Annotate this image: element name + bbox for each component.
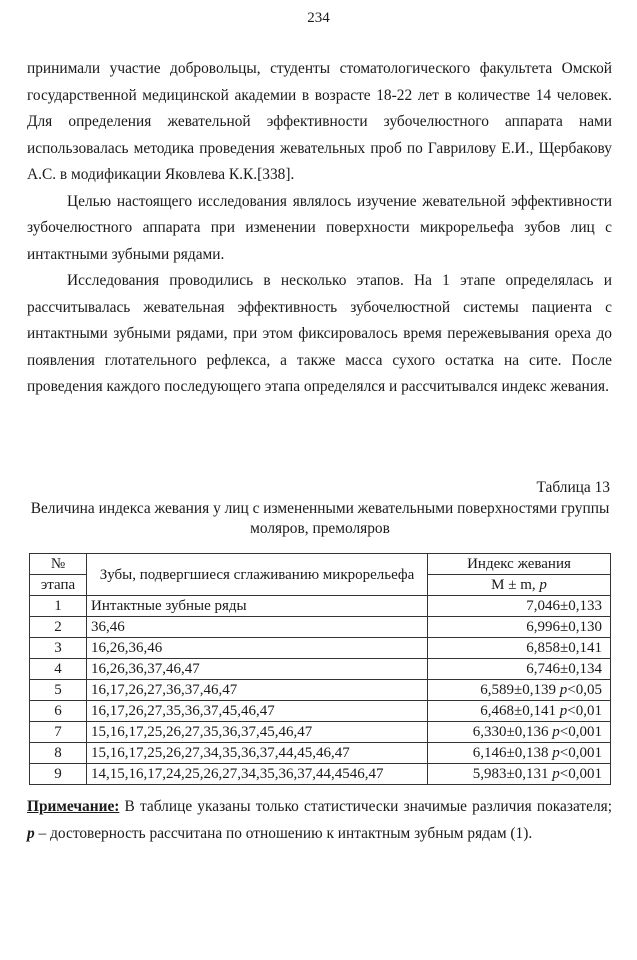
table-note [27,794,612,847]
stage-number: 4 [30,659,87,680]
stage-number: 6 [30,701,87,722]
teeth-list: 16,17,26,27,36,37,46,47 [87,680,428,701]
table-title: Величина индекса жевания у лиц с измененными жевательными поверхностями группы моляров, премоляров [30,500,610,537]
paragraph-1: принимали участие добровольцы, студенты стоматологического факультета Омской государственной медицинской академии в возрасте 18-22 лет в количестве 14 человек. Для определения жевательной эффективности зубочелюстного аппарата нами использовалась методика проведения жевательных проб по Гаврилову Е.И., Щербакову А.С. в модификации Яковлева К.К.[338]. [27,60,612,183]
stage-number: 1 [30,596,87,617]
chewing-index-value [428,743,611,764]
stage-number: 5 [30,680,87,701]
header-index: Индекс жевания [428,554,611,575]
teeth-list: 14,15,16,17,24,25,26,27,34,35,36,37,44,4546,47 [87,764,428,785]
chewing-index-table [29,553,611,785]
chewing-index-value [428,680,611,701]
p-value: <0,001 [559,724,602,740]
index-mean: 6,330±0,136 [472,724,553,740]
teeth-list: 16,26,36,46 [87,638,428,659]
teeth-list: 36,46 [87,617,428,638]
chewing-index-value [428,617,611,638]
table-row [30,638,611,659]
header-teeth: Зубы, подвергшиеся сглаживанию микрорельефа [87,554,428,596]
table-row [30,701,611,722]
p-value: <0,001 [559,745,602,761]
p-symbol: p [559,682,568,698]
chewing-index-value [428,638,611,659]
note-label: Примечание: [27,798,120,815]
chewing-index-value [428,596,611,617]
table-row [30,722,611,743]
header-stage-label: этапа [30,575,87,596]
chewing-index-value [428,722,611,743]
chewing-index-value [428,701,611,722]
index-mean: 6,146±0,138 [472,745,553,761]
stage-number: 7 [30,722,87,743]
page-number: 234 [307,10,330,26]
table-header-row-1 [30,554,611,575]
note-text-2: – достоверность рассчитана по отношению к интактным зубным рядам (1). [34,824,533,842]
table-row [30,680,611,701]
chewing-index-value [428,764,611,785]
p-symbol: p [552,766,560,782]
teeth-list: 16,17,26,27,35,36,37,45,46,47 [87,701,428,722]
table-row [30,764,611,785]
p-symbol: p [552,724,560,740]
index-mean: 6,589±0,139 [480,682,560,698]
index-mean: 7,046±0,133 [526,598,602,614]
p-value: <0,05 [567,682,602,698]
stage-number: 3 [30,638,87,659]
index-mean: 6,996±0,130 [526,619,602,635]
body-text [27,56,612,401]
index-mean: 6,746±0,134 [526,661,602,677]
header-formula-prefix: M ± m, [491,577,540,593]
index-mean: 6,858±0,141 [526,640,602,656]
stage-number: 2 [30,617,87,638]
stage-number: 9 [30,764,87,785]
p-symbol: p [552,745,560,761]
table-number: Таблица 13 [536,479,610,496]
teeth-list: 15,16,17,25,26,27,35,36,37,45,46,47 [87,722,428,743]
table-row [30,659,611,680]
p-symbol: p [559,703,568,719]
index-mean: 5,983±0,131 [472,766,553,782]
table-row [30,617,611,638]
p-value: <0,001 [559,766,602,782]
paragraph-3: Исследования проводились в несколько этапов. На 1 этапе определялась и рассчитывалась жевательная эффективность зубочелюстной системы пациента с интактными зубными рядами, при этом фиксировалось время пережевывания ореха до появления глотательного рефлекса, а также масса сухого остатка на сите. После проведения каждого последующего этапа определялся и рассчитывался индекс жевания. [27,272,612,395]
header-index-formula [428,575,611,596]
stage-number: 8 [30,743,87,764]
note-p-symbol: p [27,824,35,842]
note-text-1: В таблице указаны только статистически значимые различия показателя; [119,798,612,815]
teeth-list: 15,16,17,25,26,27,34,35,36,37,44,45,46,47 [87,743,428,764]
table-row [30,743,611,764]
table-body [30,596,611,785]
paragraph-2: Целью настоящего исследования являлось изучение жевательной эффективности зубочелюстного аппарата при изменении поверхности микрорельефа зубов лиц с интактными зубными рядами. [27,192,612,263]
index-mean: 6,468±0,141 [480,703,560,719]
teeth-list: Интактные зубные ряды [87,596,428,617]
teeth-list: 16,26,36,37,46,47 [87,659,428,680]
p-value: <0,01 [567,703,602,719]
header-formula-p: p [539,577,547,593]
chewing-index-value [428,659,611,680]
header-stage-num: № [30,554,87,575]
table-row [30,596,611,617]
